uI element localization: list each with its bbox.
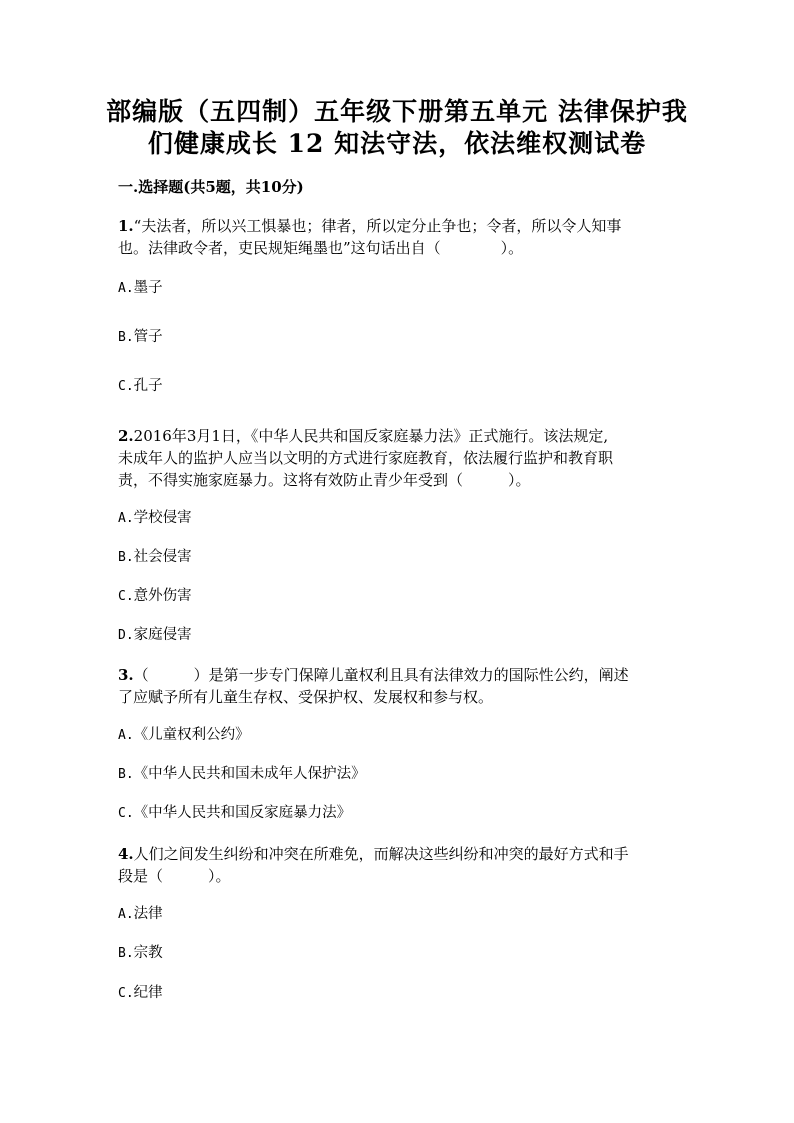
question-3-line-1: [118, 664, 678, 686]
question-2-text-3: 责，不得实施家庭暴力。这将有效防止青少年受到（ ）。: [118, 471, 531, 489]
question-2-option-c: [118, 586, 192, 607]
option-letter: C.: [118, 379, 134, 394]
option-text: 纪律: [133, 985, 163, 1001]
option-letter: B.: [118, 767, 134, 782]
question-2-text-1: 2016年3月1日，《中华人民共和国反家庭暴力法》正式施行。该法规定,: [133, 427, 609, 445]
option-letter: C.: [118, 806, 134, 821]
question-3-text-2: 了应赋予所有儿童生存权、受保护权、发展权和参与权。: [118, 688, 494, 706]
question-2-option-d: [118, 625, 192, 646]
option-text: 《中华人民共和国未成年人保护法》: [133, 766, 366, 782]
question-4: [118, 843, 678, 887]
option-letter: A.: [118, 281, 134, 296]
option-text: 孔子: [133, 378, 163, 394]
question-4-option-c: [118, 983, 163, 1004]
question-3-option-a: [118, 725, 250, 746]
question-1-option-a: [118, 278, 163, 299]
question-1-option-b: [118, 327, 163, 348]
question-1: [118, 215, 678, 259]
question-4-option-b: [118, 943, 163, 964]
question-1-number: 1.: [118, 217, 134, 235]
option-text: 意外伤害: [133, 588, 192, 604]
question-1-text-2: 也。法律政令者，吏民规矩绳墨也”这句话出自（ ）。: [118, 239, 524, 257]
question-4-number: 4.: [118, 845, 134, 863]
question-2-line-1: [118, 425, 678, 447]
page-title-line-2: 们健康成长 12 知法守法，依法维权测试卷: [147, 129, 647, 158]
option-text: 墨子: [133, 280, 163, 296]
question-2-option-b: [118, 547, 192, 568]
question-4-text-1: 人们之间发生纠纷和冲突在所难免，而解决这些纠纷和冲突的最好方式和手: [133, 845, 629, 863]
question-1-option-c: [118, 376, 163, 397]
option-letter: A.: [118, 907, 134, 922]
question-2: [118, 425, 678, 491]
section-heading: 一.选择题(共5题，共10分): [118, 178, 304, 196]
page-title-line-1: 部编版（五四制）五年级下册第五单元 法律保护我: [106, 97, 688, 126]
option-text: 宗教: [133, 945, 163, 961]
option-letter: B.: [118, 330, 134, 345]
option-letter: A.: [118, 728, 134, 743]
question-4-line-1: [118, 843, 678, 865]
question-2-number: 2.: [118, 427, 134, 445]
question-3-option-c: [118, 803, 351, 824]
option-letter: C.: [118, 589, 134, 604]
question-4-option-a: [118, 904, 163, 925]
question-1-text-1: “夫法者，所以兴工惧暴也；律者，所以定分止争也；令者，所以令人知事: [133, 217, 622, 235]
question-3-text-1: （ ）是第一步专门保障儿童权利且具有法律效力的国际性公约，阐述: [133, 666, 629, 684]
question-1-line-1: [118, 215, 678, 237]
option-text: 《中华人民共和国反家庭暴力法》: [133, 805, 352, 821]
question-2-option-a: [118, 508, 192, 529]
option-letter: B.: [118, 946, 134, 961]
option-text: 社会侵害: [133, 549, 192, 565]
question-3-number: 3.: [118, 666, 134, 684]
option-text: 家庭侵害: [133, 627, 192, 643]
option-text: 法律: [133, 906, 163, 922]
option-letter: A.: [118, 511, 134, 526]
option-text: 《儿童权利公约》: [133, 727, 250, 743]
option-letter: D.: [118, 628, 134, 643]
question-2-text-2: 未成年人的监护人应当以文明的方式进行家庭教育，依法履行监护和教育职: [118, 449, 614, 467]
option-text: 管子: [133, 329, 163, 345]
question-3: [118, 664, 678, 708]
option-letter: C.: [118, 986, 134, 1001]
option-letter: B.: [118, 550, 134, 565]
option-text: 学校侵害: [133, 510, 192, 526]
question-4-text-2: 段是（ ）。: [118, 867, 231, 885]
question-3-option-b: [118, 764, 366, 785]
